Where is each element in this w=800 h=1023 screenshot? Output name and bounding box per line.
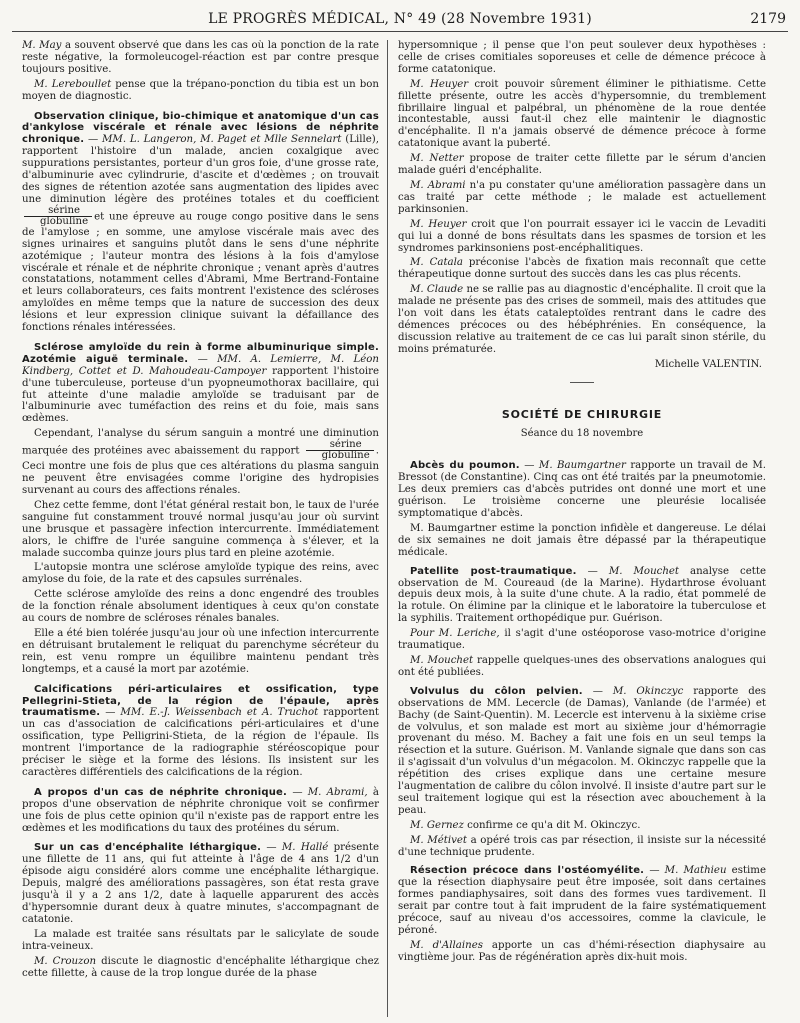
paragraph-netter	[398, 153, 766, 177]
article-title: Sur un cas d'encéphalite léthargique.	[34, 842, 262, 854]
article-authors: — M. Baumgartner	[524, 460, 626, 472]
article-authors: — M. Mathieu	[649, 865, 727, 877]
running-header	[12, 9, 788, 32]
article-title: Volvulus du côlon pelvien.	[410, 685, 583, 697]
right-column	[398, 40, 766, 1019]
paragraph	[22, 428, 379, 497]
ratio-fraction	[24, 206, 92, 227]
article-title: Résection précoce dans l'ostéomyélite.	[410, 865, 645, 877]
speaker-name: M. Métivet	[410, 834, 467, 846]
paragraph: Chez cette femme, dont l'état général restait bon, le taux de l'urée sanguine fut constamment trouvé normal jusqu'au jour où survint une brusque et passagère infection intercurrente. Immédiatement alors, le chiffre de l'urée sanguine commença à s'élever, et la malade succomba quinze jours plus tard en pleine azotémie.	[22, 499, 379, 559]
article-text: (Lille), rapportent l'histoire d'un malade, ancien coxalgique avec suppurations persistantes, porteur d'un gros foie, d'une grosse rate, d'albuminurie avec cylindrurie, d'ascite et d'œdèmes ; on trouvait des signes de rétention azotée sans augmentation des lipides avec une diminution légère des protéines totales et du coefficient	[22, 134, 379, 205]
article-text: rapportent l'histoire d'une tuberculeuse, porteuse d'un pyopneumothorax bacillaire, qui fut atteinte d'une maladie amyloïde se traduisant par de l'albuminurie avec tuméfaction des reins et du foie, mais sans œdèmes.	[22, 365, 379, 425]
paragraph-text: rappelle quelques-unes des observations analogues qui ont été publiées.	[398, 654, 766, 678]
page-number: 2179	[750, 11, 786, 27]
article-text: Cependant, l'analyse du sérum sanguin a montré une diminution marquée des protéines avec abaissement du rapport	[22, 428, 379, 457]
paragraph-metivet	[398, 835, 766, 859]
paragraph-mouchet	[398, 655, 766, 679]
speaker-name: M. May	[22, 40, 62, 51]
article-amylose-visc	[22, 111, 379, 334]
speaker-name: M. Lereboullet	[34, 78, 112, 90]
paragraph-allaines	[398, 940, 766, 964]
speaker-name: M. Crouzon	[34, 955, 97, 967]
paragraph-text: croit pouvoir sûrement éliminer le pithiatisme. Cette fillette présente, outre les accès d'hypersomnie, du tremblement fibrillaire lingual et palpébral, un phénomène de la roue dentée incontestable, aussi faut-il chez elle maintenir le diagnostic d'encéphalite. Il n'a jamais observé de démence précoce à forme catatonique avant la puberté.	[398, 78, 766, 150]
paragraph-abrami	[398, 180, 766, 216]
article-title: A propos d'un cas de néphrite chronique.	[34, 786, 288, 798]
article-text: à propos d'une observation de néphrite chronique voit se confirmer une fois de plus cette opinion qu'il n'existe pas de rapport entre les œdèmes et les modifications du taux des protéines du sérum.	[22, 786, 379, 834]
speaker-name: M. Catala	[410, 257, 463, 269]
paragraph-catala	[398, 257, 766, 281]
paragraph-text: il s'agit d'une ostéoporose vaso-motrice d'origine traumatique.	[398, 628, 766, 652]
article-text: analyse cette observation de M. Coureaud (de la Marine). Hydarthrose évoluant depuis deux mois, à la suite d'une chute. A la radio, état pommelé de la rotule. On élimine par la clinique et le laboratoire la tuberculose et la syphilis. Traitement orthopédique pur. Guérison.	[398, 565, 766, 625]
paragraph-claude	[398, 284, 766, 355]
article-authors: — M. Mouchet	[587, 565, 680, 577]
speaker-name: M. Abrami	[410, 179, 466, 191]
article-volvulus	[398, 686, 766, 817]
author-signature: Michelle VALENTIN.	[654, 358, 762, 370]
fraction-denominator: globuline	[321, 450, 370, 462]
fraction-numerator: sérine	[24, 206, 92, 217]
article-authors: — M. Hallé	[266, 842, 329, 854]
ratio-fraction	[306, 440, 374, 461]
paragraph-leriche	[398, 628, 766, 652]
section-separator	[398, 375, 766, 385]
article-authors: — MM. E.-J. Weissenbach et A. Truchot	[105, 707, 319, 719]
article-authors: — M. Abrami,	[292, 786, 368, 798]
speaker-name: M. Heuyer	[410, 218, 467, 230]
article-authors: — M. Okinczyc	[592, 685, 684, 697]
article-text: présente une fillette de 11 ans, qui fut atteinte à l'âge de 4 ans 1/2 d'un épisode aigu considéré alors comme une encéphalite léthargique. Depuis, malgré des améliorations passagères, son état resta grave jusqu'à il y a 2 ans 1/2, date à laquelle apparurent des accès d'hypersomnie durant deux à quatre minutes, s'accompagnant de catatonie.	[22, 842, 379, 925]
article-text: rapporte un travail de M. Bressot (de Constantine). Cinq cas ont été traités par la pneumotomie. Les deux premiers cas d'abcès putrides ont donné une mort et une guérison. Le troisième concerne une pleurésie localisée symptomatique d'abcès.	[398, 460, 766, 519]
paragraph-text: a souvent observé que dans les cas où la ponction de la rate reste négative, la formoleucogel-réaction est par contre presque toujours positive.	[22, 40, 379, 75]
paragraph: La malade est traitée sans résultats par le salicylate de soude intra-veineux.	[22, 928, 379, 952]
speaker-name: M. Claude	[410, 284, 464, 296]
fraction-denominator: globuline	[40, 215, 89, 227]
article-sclerose-amyloide	[22, 342, 379, 425]
paragraph-may	[22, 40, 379, 76]
article-nephrite	[22, 787, 379, 835]
paragraph-lereboullet	[22, 79, 379, 103]
paragraph: L'autopsie montra une sclérose amyloïde typique des reins, avec amylose du foie, de la rate et des capsules surrénales.	[22, 562, 379, 586]
article-encephalite	[22, 842, 379, 925]
paragraph: Cette sclérose amyloïde des reins a donc engendré des troubles de la fonction rénale absolument identiques à ceux qu'on constate au cours de nombre de scléroses rénales banales.	[22, 589, 379, 625]
article-authors: — MM. L. Langeron, M. Paget et Mlle Sennelart	[88, 134, 342, 146]
article-text: rapportent un cas d'association de calcifications péri-articulaires et d'une ossification, type Pelligrini-Stieta, de la région de l'épaule. Ils montrent l'importance de la radiographie stéréoscopique pour préciser le siège et la forme des lésions. Ils insistent sur les caractères différentiels des calcifications de la région.	[22, 707, 379, 778]
speaker-name: M. Heuyer	[410, 78, 469, 90]
paragraph-text: apporte un cas d'hémi-résection diaphysaire au vingtième jour. Pas de régénération après dix-huit mois.	[398, 939, 766, 963]
paragraph-text: pense que la trépano-ponction du tibia est un bon moyen de diagnostic.	[22, 78, 379, 102]
paragraph-text: ne se rallie pas au diagnostic d'encéphalite. Il croit que la malade ne présente pas des crises de sommeil, mais des attitudes que l'on voit dans les états cataleptoïdes rentrant dans le cadre des démences précoces ou des hébéphrénies. En conséquence, la discussion relative au traitement de ce cas lui paraît sinon stérile, du moins prématurée.	[398, 284, 766, 355]
speaker-name: M. Gernez	[410, 819, 464, 831]
article-text: et une épreuve au rouge congo positive dans le sens de l'amylose ; en somme, une amylose viscérale mais avec des signes urinaires et sanguins plutôt dans le sens d'une néphrite azotémique ; l'auteur montra des lésions à la fois d'amylose viscérale et rénale et de néphrite chronique ; venant après d'autres constatations, notamment celles d'Abrami, Mme Bertrand-Fontaine et leurs collaborateurs, ces faits montrent l'existence des scléroses amyloïdes en même temps que la nature de succession des deux lésions et leur expression clinique suivant la défaillance des fonctions rénales intéressées.	[22, 211, 379, 334]
paragraph-text: discute le diagnostic d'encéphalite léthargique chez cette fillette, à cause de la trop longue durée de la phase	[22, 955, 379, 979]
article-title: Sclérose amyloïde du rein à forme albuminurique simple. Azotémie aiguë terminale.	[22, 341, 379, 365]
article-authors: — MM. A. Lemierre, M. Léon Kindberg, Cottet et D. Mahoudeau-Campoyer	[22, 353, 379, 377]
paragraph-gernez	[398, 820, 766, 832]
paragraph-heuyer-2	[398, 219, 766, 255]
speaker-name: Pour M. Leriche,	[410, 628, 500, 640]
paragraph-heuyer	[398, 79, 766, 150]
article-patellite	[398, 566, 766, 626]
session-date: Séance du 18 novembre	[520, 428, 644, 440]
column-divider	[387, 40, 388, 1017]
article-text: . Ceci montre une fois de plus que ces altérations du plasma sanguin ne peuvent être envisagées comme l'origine des hydropisies survenant au cours des affections rénales.	[22, 445, 379, 496]
paragraph-crouzon	[22, 956, 379, 980]
paragraph-text: a opéré trois cas par résection, il insiste sur la nécessité d'une technique prudente.	[398, 834, 766, 858]
speaker-name: M. Mouchet	[410, 654, 474, 666]
article-title: Patellite post-traumatique.	[410, 565, 577, 577]
speaker-name: M. d'Allaines	[410, 939, 483, 951]
paragraph-text: confirme ce qu'a dit M. Okinczyc.	[467, 819, 641, 831]
article-calcifications	[22, 684, 379, 779]
article-resection	[398, 865, 766, 936]
paragraph-text: n'a pu constater qu'une amélioration passagère dans un cas traité par cette méthode ; le malade est actuellement parkinsonien.	[398, 179, 766, 215]
article-text: rapporte des observations de MM. Lecercle (de Damas), Vanlande (de l'armée) et Bachy (de Saint-Quentin). M. Lecercle est intervenu à la sixième crise de volvulus, et son malade est mort au sixième jour d'hémorragie provenant du méso. M. Bachey a fait une fois en un seul temps la résection et la suture. Guérison. M. Vanlande signale que dans son cas il s'agissait d'un volvulus d'un mégacolon. M. Okinczyc rappelle que la répétition des crises explique dans une certaine mesure l'augmentation de calibre du côlon involvé. Il insiste d'autre part sur le seul traitement logique qui est la résection avec abouchement à la peau.	[398, 685, 766, 816]
paragraph-text: croit que l'on pourrait essayer ici le vaccin de Levaditi qui lui a donné de bons résultats dans les spasmes de torsion et les syndromes parkinsoniens post-encéphalitiques.	[398, 218, 766, 254]
article-title: Observation clinique, bio-chimique et anatomique d'un cas d'ankylose viscérale et rénale avec lésions de néphrite chronique.	[22, 110, 379, 146]
paragraph-text: propose de traiter cette fillette par le sérum d'ancien malade guéri d'encéphalite.	[398, 153, 766, 177]
article-title: Abcès du poumon.	[410, 460, 520, 472]
fraction-numerator: sérine	[306, 440, 374, 451]
journal-title: LE PROGRÈS MÉDICAL, N° 49 (28 Novembre 1931)	[208, 11, 592, 27]
speaker-name: M. Netter	[410, 153, 464, 165]
society-heading: SOCIÉTÉ DE CHIRURGIE	[501, 407, 663, 421]
left-column	[22, 40, 379, 1019]
paragraph: Elle a été bien tolérée jusqu'au jour où une infection intercurrente en détruisant brutalement le reliquat du parenchyme sécréteur du rein, est venu rompre un équilibre maintenu pendant très longtemps, et a causé la mort par azotémie.	[22, 627, 379, 675]
paragraph-text: préconise l'abcès de fixation mais reconnaît que cette thérapeutique donne surtout des succès dans les cas plus récents.	[398, 257, 766, 281]
article-text: estime que la résection diaphysaire peut être imposée, soit dans certaines formes pandiaphysaires, soit dans des formes vues tardivement. Il serait par contre tout à fait imprudent de la faire systématiquement précoce, sauf au niveau d'os accessoires, comme la clavicule, le péroné.	[398, 865, 766, 936]
paragraph: M. Baumgartner estime la ponction infidèle et dangereuse. Le délai de six semaines ne doit jamais être dépassé par la thérapeutique médicale.	[398, 522, 766, 558]
article-title: Calcifications péri-articulaires et ossification, type Pellegrini-Stieta, de la région de l'épaule, après traumatisme.	[22, 683, 379, 719]
article-abces-poumon	[398, 460, 766, 520]
paragraph: hypersomnique ; il pense que l'on peut soulever deux hypothèses : celle de crises comitiales soporeuses et celle de démence précoce à forme catatonique.	[398, 40, 766, 75]
